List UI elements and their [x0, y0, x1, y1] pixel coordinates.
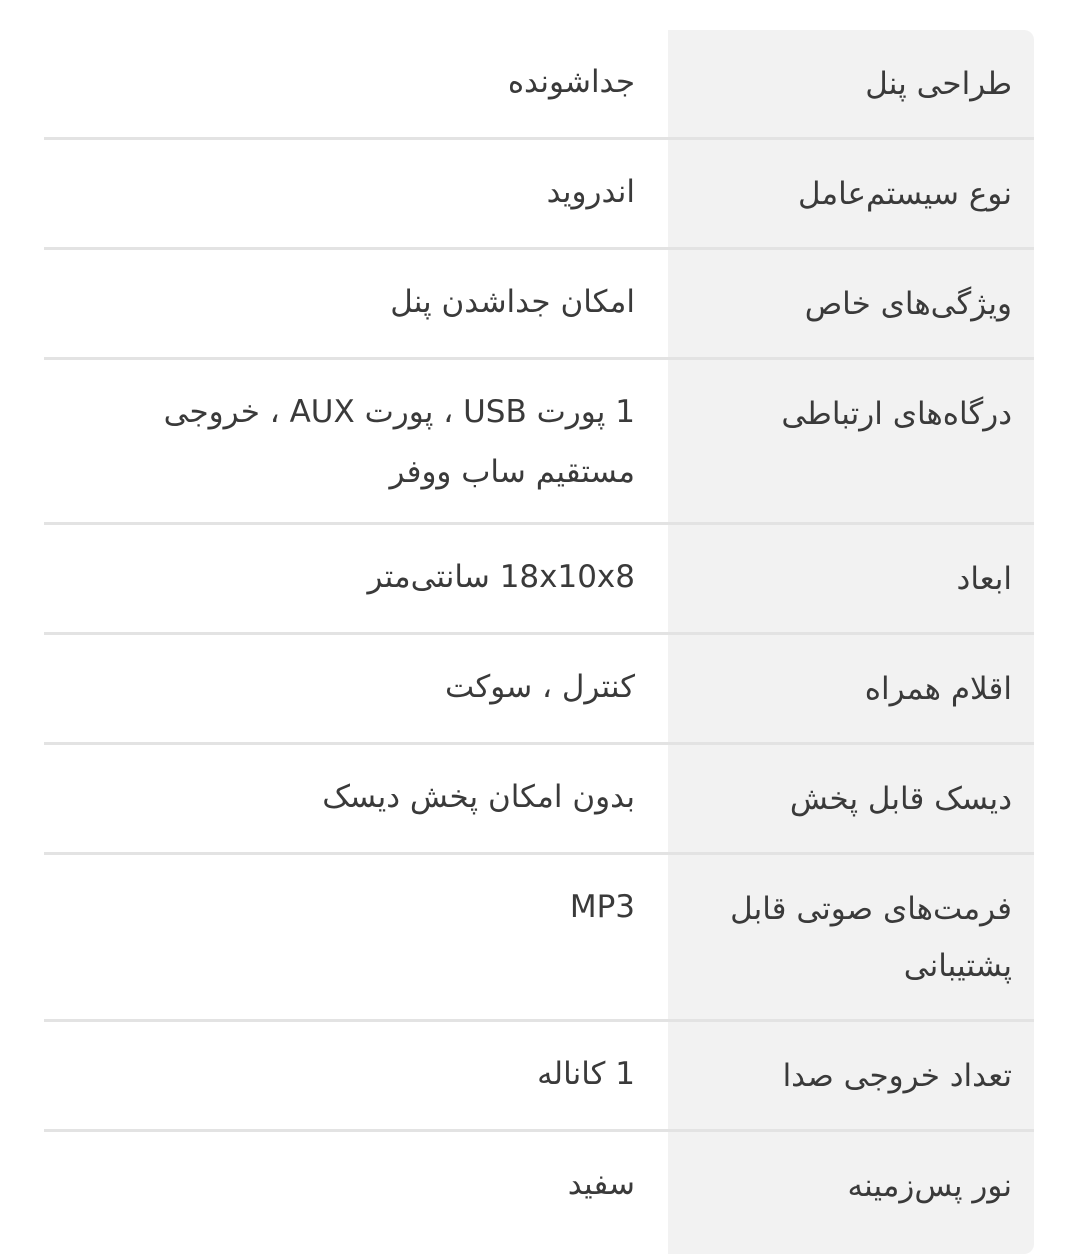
spec-row-operating-system: [44, 140, 1034, 250]
spec-value: بدون امکان پخش دیسک: [322, 779, 635, 815]
spec-value: 1 کاناله: [537, 1056, 635, 1092]
spec-value: MP3: [569, 889, 635, 925]
spec-row-backlight: [44, 1132, 1034, 1254]
spec-row-special-features: [44, 250, 1034, 360]
spec-row-included-items: [44, 635, 1034, 745]
spec-label: ویژگی‌های خاص: [668, 250, 1034, 357]
spec-label: درگاه‌های ارتباطی: [668, 360, 1034, 522]
spec-row-audio-formats: [44, 855, 1034, 1022]
spec-value: جداشونده: [507, 64, 635, 100]
specifications-table: [44, 30, 1034, 1254]
spec-label: اقلام همراه: [668, 635, 1034, 742]
spec-row-ports: [44, 360, 1034, 525]
spec-row-panel-design: [44, 30, 1034, 140]
spec-label: دیسک قابل پخش: [668, 745, 1034, 852]
spec-label: تعداد خروجی صدا: [668, 1022, 1034, 1129]
spec-value: کنترل ، سوکت: [445, 669, 635, 705]
spec-value: سفید: [567, 1166, 635, 1202]
spec-label: طراحی پنل: [668, 30, 1034, 137]
spec-row-dimensions: [44, 525, 1034, 635]
spec-label: فرمت‌های صوتی قابل پشتیبانی: [668, 855, 1034, 1019]
spec-row-audio-outputs: [44, 1022, 1034, 1132]
spec-value: 1 پورت USB ، پورت AUX ، خروجی مستقیم ساب ووفر: [163, 394, 635, 490]
spec-value: امکان جداشدن پنل: [390, 284, 635, 320]
spec-row-playable-disc: [44, 745, 1034, 855]
spec-value: اندروید: [546, 174, 635, 210]
spec-label: ابعاد: [668, 525, 1034, 632]
spec-label: نور پس‌زمینه: [668, 1132, 1034, 1254]
spec-value: 18x10x8 سانتی‌متر: [367, 559, 635, 595]
spec-label: نوع سیستم‌عامل: [668, 140, 1034, 247]
